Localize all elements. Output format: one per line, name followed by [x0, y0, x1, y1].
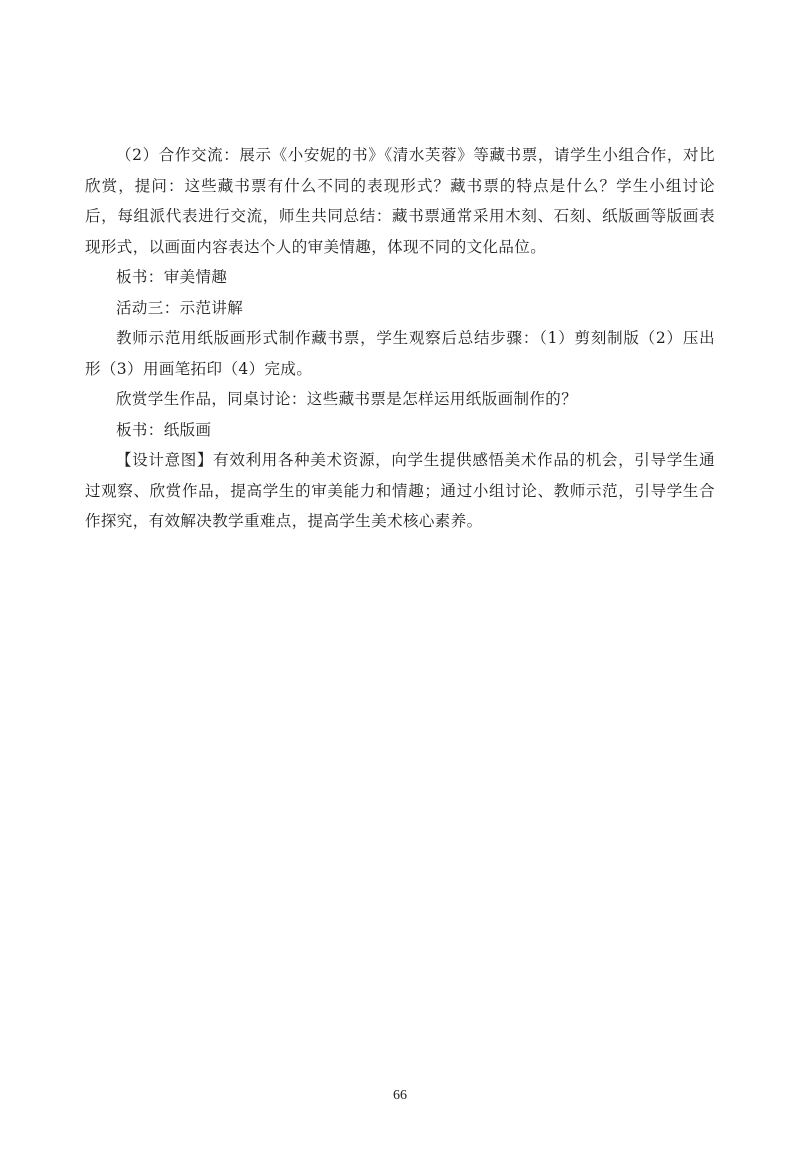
paragraph-cooperative-exchange: （2）合作交流：展示《小安妮的书》《清水芙蓉》等藏书票，请学生小组合作，对比欣赏，提问：这些藏书票有什么不同的表现形式？藏书票的特点是什么？学生小组讨论后，每组派代表进行交流，师生共同总结：藏书票通常采用木刻、石刻、纸版画等版画表现形式，以画面内容表达个人的审美情趣，体现不同的文化品位。	[85, 146, 715, 256]
paragraph-design-intent: 【设计意图】有效利用各种美术资源，向学生提供感悟美术作品的机会，引导学生通过观察、欣赏作品，提高学生的审美能力和情趣；通过小组讨论、教师示范，引导学生合作探究，有效解决教学重难点，提高学生美术核心素养。	[85, 451, 715, 530]
paragraph-teacher-demo: 教师示范用纸版画形式制作藏书票，学生观察后总结步骤：（1）剪刻制版（2）压出形（3）用画笔拓印（4）完成。	[85, 329, 715, 378]
paragraph-board-note-aesthetic: 板书：审美情趣	[116, 268, 228, 286]
paragraph-appreciate-works: 欣赏学生作品，同桌讨论：这些藏书票是怎样运用纸版画制作的？	[116, 390, 578, 408]
paragraph-board-note-paper-print: 板书：纸版画	[116, 420, 212, 439]
page-content	[85, 140, 715, 537]
paragraph-activity-three: 活动三：示范讲解	[116, 298, 244, 317]
page-number: 66	[393, 1088, 407, 1103]
